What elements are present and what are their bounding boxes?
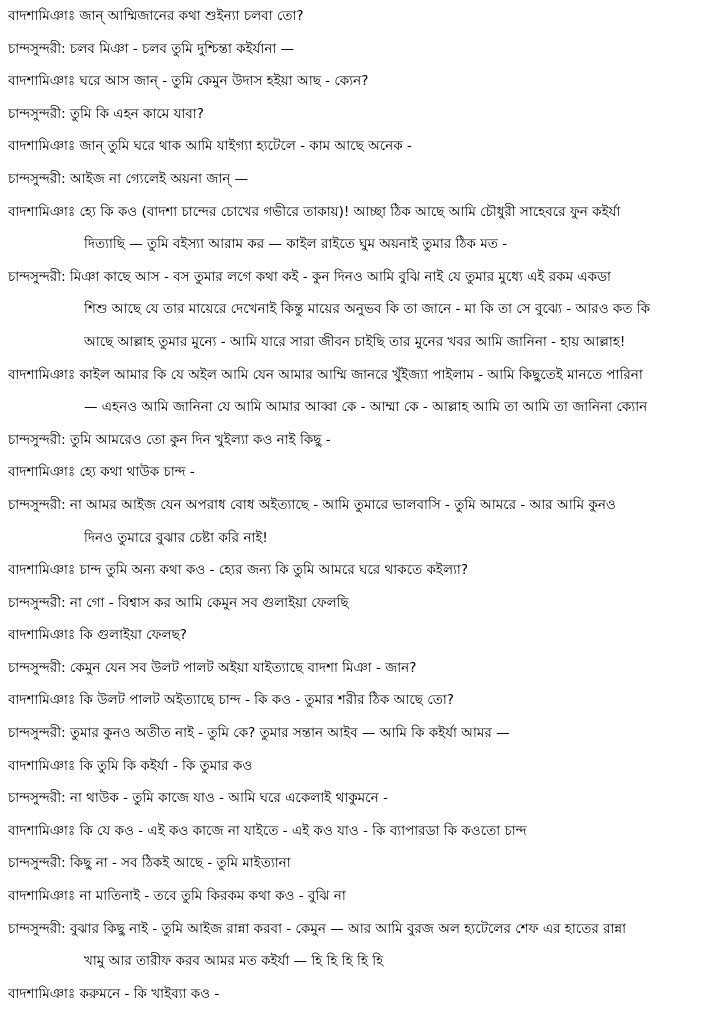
dialogue-line — [8, 362, 708, 395]
speaker-name: বাদশামিঞাঃ — [8, 464, 76, 481]
dialogue-text: না মাতিনাই - তবে তুমি কিরকম কথা কও - বুঝি না — [79, 888, 346, 905]
dialogue-turn — [8, 166, 708, 199]
speaker-name: বাদশামিঞাঃ — [8, 822, 76, 839]
speaker-name: বাদশামিঞাঃ — [8, 138, 76, 155]
dialogue-turn — [8, 785, 708, 818]
speaker-name: বাদশামিঞাঃ — [8, 985, 76, 1002]
dialogue-line — [8, 981, 708, 1013]
dialogue-text: না গো - বিশ্বাস কর আমি কেমুন সব গুলাইয়া ফেলছি — [69, 594, 349, 611]
dialogue-text: মিঞা কাছে আস - বস তুমার লগে কথা কই - কুন দিনও আমি বুঝি নাই যে তুমার মুধ্যে এই রকম একডা — [69, 268, 611, 285]
dialogue-line — [8, 753, 708, 786]
dialogue-turn — [8, 199, 708, 264]
dialogue-text: না আমর আইজ যেন অপরাধ বোধ অইত্যাছে - আমি তুমারে ভালবাসি - তুমি আমরে - আর আমি কুনও — [69, 496, 616, 513]
speaker-name: বাদশামিঞাঃ — [8, 692, 76, 709]
dialogue-text: চলব মিঞা - চলব তুমি দুশ্চিন্তা কইর্যানা — — [69, 40, 295, 57]
dialogue-continuation-line — [8, 296, 708, 329]
dialogue-text: আছে আল্লাহ তুমার মুন্যে - আমি যারে সারা জীবন চাইছি তার মুনের খবর আমি জানিনা - হায় আল্লাহ! — [84, 333, 626, 350]
dialogue-turn — [8, 362, 708, 427]
dialogue-turn — [8, 916, 708, 981]
dialogue-line — [8, 264, 708, 297]
dialogue-turn — [8, 68, 708, 101]
dialogue-line — [8, 459, 708, 492]
dialogue-text: দিনও তুমারে বুঝার চেষ্টা করি নাই! — [84, 529, 268, 546]
dialogue-text: বুঝার কিছু নাই - তুমি আইজ রান্না করবা - কেমুন — আর আমি বুরজ অল হ্যটেলের শেফ এর হাতের রান্না — [69, 920, 627, 937]
speaker-name: চান্দসুন্দরী: — [8, 268, 66, 285]
dialogue-line — [8, 818, 708, 851]
speaker-name: চান্দসুন্দরী: — [8, 725, 66, 742]
dialogue-line — [8, 3, 708, 36]
dialogue-text: — এহনও আমি জানিনা যে আমি আমার আব্বা কে - আম্মা কে - আল্লাহ আমি তা আমি তা জানিনা ক্যোন — [84, 399, 648, 416]
dialogue-text: কি উলট পালট অইত্যাছে চান্দ - কি কও - তুমার শরীর ঠিক আছে তো? — [79, 692, 454, 709]
dialogue-text: করুমনে - কি খাইব্যা কও - — [79, 985, 220, 1002]
dialogue-line — [8, 720, 708, 753]
dialogue-turn — [8, 687, 708, 720]
dialogue-line — [8, 133, 708, 166]
dialogue-line — [8, 427, 708, 460]
dialogue-text: কি যে কও - এই কও কাজে না যাইতে - এই কও যাও - কি ব্যাপারডা কি কওতো চান্দ — [79, 822, 527, 839]
dialogue-line — [8, 68, 708, 101]
speaker-name: বাদশামিঞাঃ — [8, 203, 76, 220]
dialogue-text: কি গুলাইয়া ফেলছ? — [79, 627, 187, 644]
dialogue-turn — [8, 622, 708, 655]
speaker-name: চান্দসুন্দরী: — [8, 920, 66, 937]
dialogue-text: হ্যে কি কও (বাদশা চান্দের চোখের গভীরে তাকায়)! আচ্ছা ঠিক আছে আমি চৌধুরী সাহেবরে ফুন কইর্যা — [79, 203, 621, 220]
speaker-name: চান্দসুন্দরী: — [8, 790, 66, 807]
dialogue-text: খামু আর তারীফ করব আমর মত কইর্যা — হি হি হি হি হি — [84, 953, 384, 970]
dialogue-turn — [8, 36, 708, 69]
speaker-name: চান্দসুন্দরী: — [8, 496, 66, 513]
dialogue-script — [8, 3, 708, 1013]
dialogue-turn — [8, 753, 708, 786]
dialogue-line — [8, 916, 708, 949]
dialogue-line — [8, 687, 708, 720]
speaker-name: চান্দসুন্দরী: — [8, 170, 66, 187]
dialogue-text: কাইল আমার কি যে অইল আমি যেন আমার আম্মি জানরে খুঁইজ্যা পাইলাম - আমি কিছুতেই মানতে পারিনা — [79, 366, 643, 383]
dialogue-line — [8, 101, 708, 134]
speaker-name: বাদশামিঞাঃ — [8, 627, 76, 644]
dialogue-text: তুমি কি এহন কামে যাবা? — [69, 105, 204, 122]
dialogue-turn — [8, 850, 708, 883]
dialogue-text: আইজ না গ্যেলেই অয়না জান্‌ — — [69, 170, 249, 187]
dialogue-text: ঘরে আস জান্‌ - তুমি কেমুন উদাস হইয়া আছ - ক্যেন? — [79, 73, 369, 90]
dialogue-line — [8, 36, 708, 69]
dialogue-text: জান্‌ আম্মিজানের কথা শুইন্যা চলবা তো? — [79, 8, 304, 24]
dialogue-text: হ্যে কথা থাউক চান্দ - — [79, 464, 195, 481]
dialogue-continuation-line — [8, 231, 708, 264]
dialogue-line — [8, 655, 708, 688]
dialogue-line — [8, 883, 708, 916]
dialogue-line — [8, 492, 708, 525]
dialogue-text: শিশু আছে যে তার মায়েরে দেখেনাই কিন্তু মায়ের অনুভব কি তা জানে - মা কি তা সে বুঝ্যে - আরও কত কি — [84, 301, 651, 318]
dialogue-turn — [8, 883, 708, 916]
speaker-name: বাদশামিঞাঃ — [8, 366, 76, 383]
dialogue-line — [8, 785, 708, 818]
dialogue-line — [8, 199, 708, 232]
dialogue-turn — [8, 655, 708, 688]
dialogue-text: দিত্যাছি — তুমি বইস্যা আরাম কর — কাইল রাইতে ঘুম অয়নাই তুমার ঠিক মত - — [84, 236, 508, 253]
dialogue-turn — [8, 720, 708, 753]
dialogue-text: জান্‌ তুমি ঘরে থাক আমি যাইগ্যা হ্যটেলে - কাম আছে অনেক - — [79, 138, 412, 155]
dialogue-turn — [8, 818, 708, 851]
dialogue-turn — [8, 133, 708, 166]
dialogue-text: কিছু না - সব ঠিকই আছে - তুমি মাইত্যানা — [69, 855, 291, 872]
dialogue-line — [8, 622, 708, 655]
dialogue-continuation-line — [8, 394, 708, 427]
dialogue-turn — [8, 101, 708, 134]
dialogue-turn — [8, 459, 708, 492]
speaker-name: বাদশামিঞাঃ — [8, 562, 76, 579]
speaker-name: বাদশামিঞাঃ — [8, 757, 76, 774]
dialogue-continuation-line — [8, 948, 708, 981]
dialogue-line — [8, 557, 708, 590]
dialogue-turn — [8, 981, 708, 1013]
dialogue-turn — [8, 590, 708, 623]
speaker-name: বাদশামিঞাঃ — [8, 8, 76, 24]
speaker-name: চান্দসুন্দরী: — [8, 855, 66, 872]
dialogue-text: কেমুন যেন সব উলট পালট অইয়া যাইত্যাছে বাদশা মিঞা - জান? — [69, 659, 417, 676]
dialogue-text: কি তুমি কি কইর্যা - কি তুমার কও — [79, 757, 253, 774]
speaker-name: চান্দসুন্দরী: — [8, 659, 66, 676]
dialogue-turn — [8, 427, 708, 460]
speaker-name: চান্দসুন্দরী: — [8, 105, 66, 122]
dialogue-line — [8, 166, 708, 199]
dialogue-text: তুমি আমরেও তো কুন দিন খুইল্যা কও নাই কিছু - — [69, 431, 331, 448]
dialogue-text: চান্দ তুমি অন্য কথা কও - হ্যের জন্য কি তুমি আমরে ঘরে থাকতে কইল্যা? — [79, 562, 468, 579]
dialogue-text: তুমার কুনও অতীত নাই - তুমি কে? তুমার সন্তান আইব — আমি কি কইর্যা আমর — — [69, 725, 510, 742]
dialogue-turn — [8, 3, 708, 36]
dialogue-text: না থাউক - তুমি কাজে যাও - আমি ঘরে একেলাই থাকুমনে - — [69, 790, 388, 807]
dialogue-continuation-line — [8, 525, 708, 558]
dialogue-turn — [8, 557, 708, 590]
speaker-name: চান্দসুন্দরী: — [8, 431, 66, 448]
dialogue-line — [8, 590, 708, 623]
dialogue-turn — [8, 264, 708, 362]
dialogue-line — [8, 850, 708, 883]
dialogue-continuation-line — [8, 329, 708, 362]
speaker-name: বাদশামিঞাঃ — [8, 73, 76, 90]
speaker-name: চান্দসুন্দরী: — [8, 594, 66, 611]
speaker-name: চান্দসুন্দরী: — [8, 40, 66, 57]
speaker-name: বাদশামিঞাঃ — [8, 888, 76, 905]
dialogue-turn — [8, 492, 708, 557]
